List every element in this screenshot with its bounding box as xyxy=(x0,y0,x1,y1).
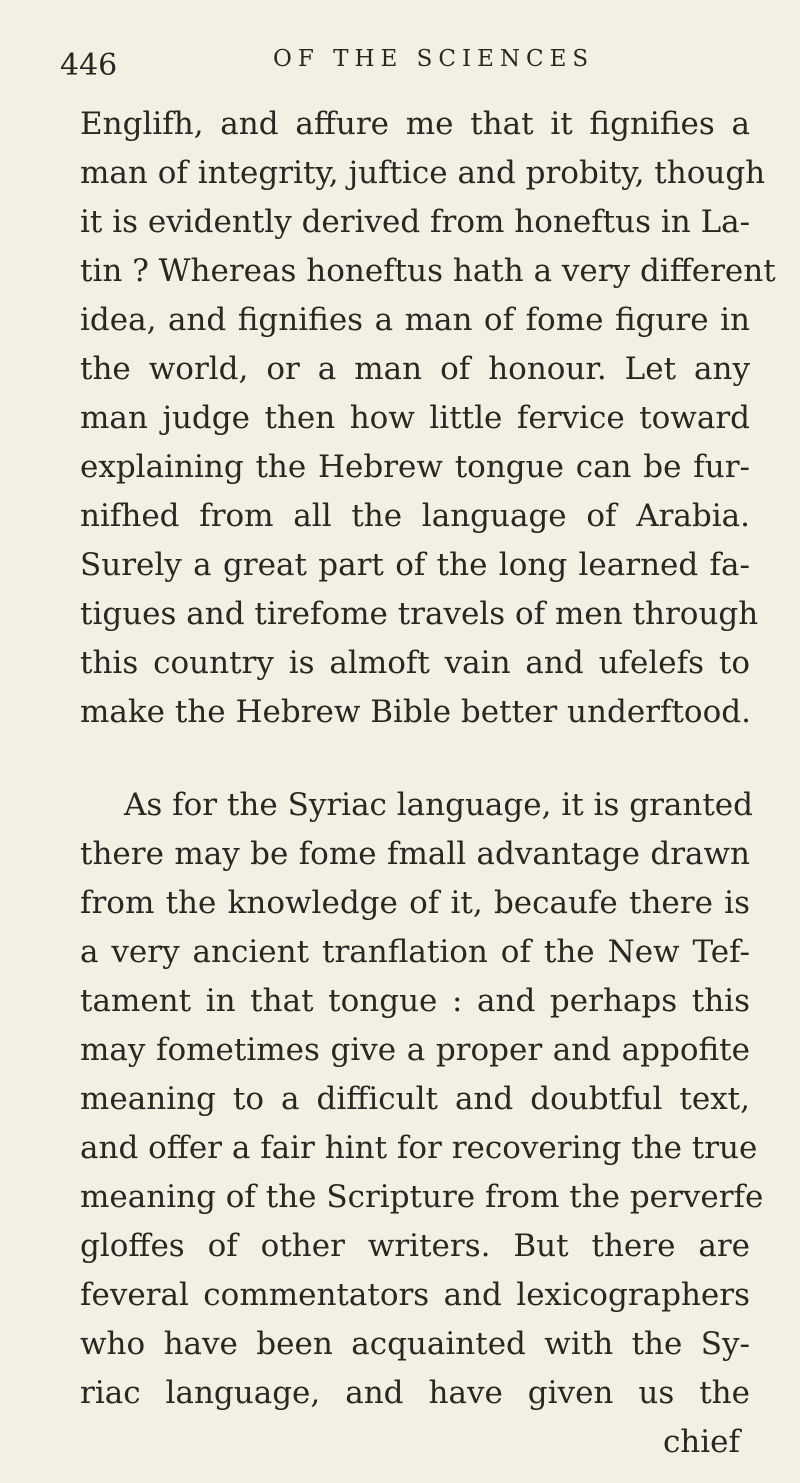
paragraph-1 xyxy=(80,100,776,737)
text-line: may fometimes give a proper and appofite xyxy=(80,1032,750,1068)
text-line: make the Hebrew Bible better underftood. xyxy=(80,694,751,730)
text-line: meaning of the Scripture from the perverfe xyxy=(80,1179,764,1215)
text-line: tament in that tongue : and perhaps this xyxy=(80,983,750,1019)
text-line: there may be fome fmall advantage drawn xyxy=(80,836,750,872)
text-line: gloffes of other writers. But there are xyxy=(80,1228,750,1264)
text-line: riac language, and have given us the xyxy=(80,1375,750,1411)
catchword: chief xyxy=(662,1424,740,1460)
page-number: 446 xyxy=(60,48,118,83)
text-line: explaining the Hebrew tongue can be fur- xyxy=(80,449,750,485)
text-line: Surely a great part of the long learned fa- xyxy=(80,547,750,583)
running-head: OF THE SCIENCES xyxy=(273,46,595,72)
text-line: who have been acquainted with the Sy- xyxy=(80,1326,750,1362)
text-line: man judge then how little fervice toward xyxy=(80,400,750,436)
text-line: man of integrity, juftice and probity, though xyxy=(80,155,766,191)
page-header xyxy=(60,40,620,83)
paragraph-gap xyxy=(80,737,750,781)
text-line: and offer a fair hint for recovering the true xyxy=(80,1130,758,1166)
text-line: tigues and tirefome travels of men through xyxy=(80,596,759,632)
text-line: meaning to a difficult and doubtful text, xyxy=(80,1081,750,1117)
text-line: the world, or a man of honour. Let any xyxy=(80,351,750,387)
paragraph-2 xyxy=(80,781,764,1418)
body-text xyxy=(80,100,776,1467)
text-line: tin ? Whereas honeftus hath a very different xyxy=(80,253,776,289)
text-line: it is evidently derived from honeftus in La- xyxy=(80,204,751,240)
text-line: As for the Syriac language, it is granted xyxy=(124,787,753,823)
text-line: nifhed from all the language of Arabia. xyxy=(80,498,750,534)
text-line: feveral commentators and lexicographers xyxy=(80,1277,750,1313)
text-line: Englifh, and affure me that it fignifies a xyxy=(80,106,750,142)
text-line: a very ancient tranflation of the New Tef- xyxy=(80,934,750,970)
text-line: idea, and fignifies a man of fome figure in xyxy=(80,302,750,338)
text-line: from the knowledge of it, becaufe there is xyxy=(80,885,750,921)
text-line: this country is almoft vain and ufelefs to xyxy=(80,645,750,681)
